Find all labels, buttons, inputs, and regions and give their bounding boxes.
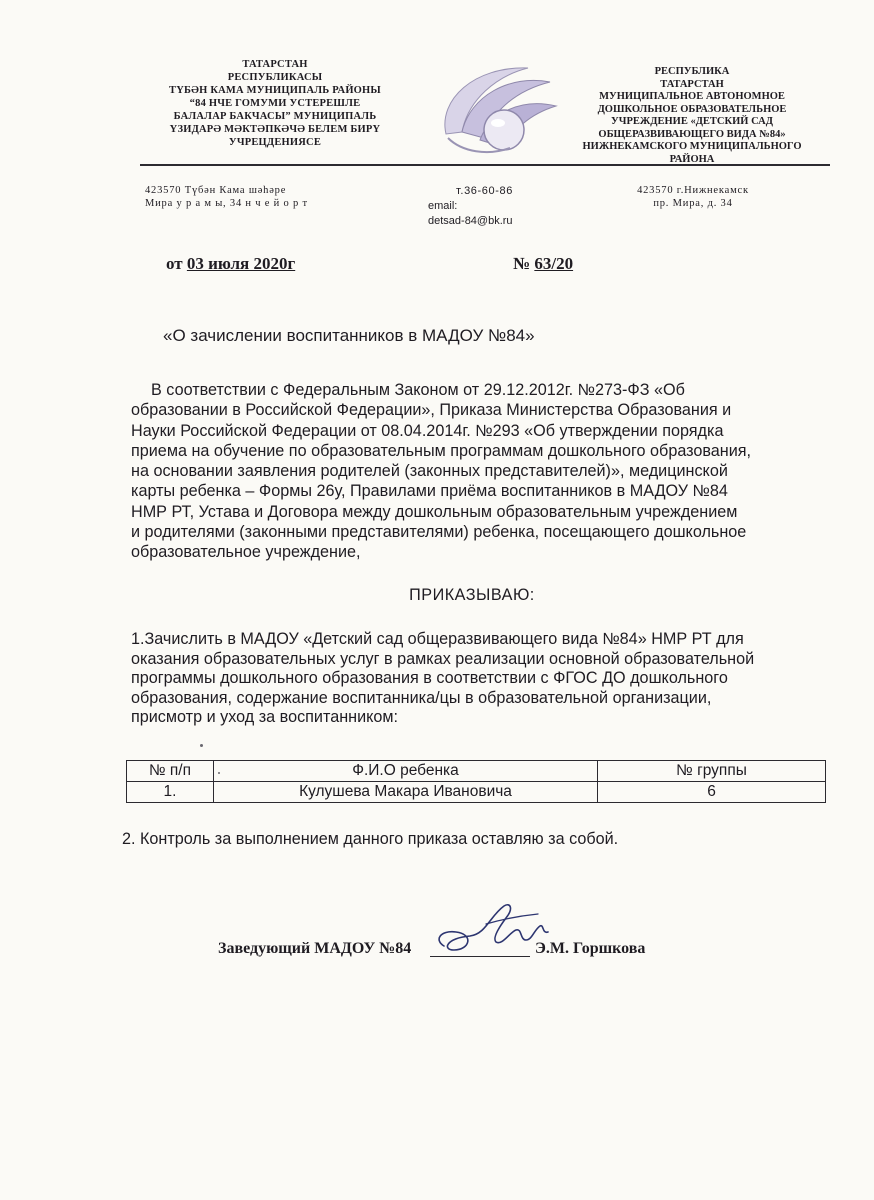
contacts (428, 184, 513, 229)
header-left-line: БАЛАЛАР БАКЧАСЫ” МУНИЦИПАЛЬ (173, 111, 377, 122)
email-label: email: (428, 200, 458, 212)
signatory-name: Э.М. Горшкова (535, 940, 646, 957)
order-date (166, 254, 295, 274)
header-left-line: УЧРЕЦДЕНИЯСЕ (228, 137, 322, 148)
order-date-value: 03 июля 2020г (186, 254, 296, 273)
preamble-line: и родителями (законными представителями) ребенка, посещающего дошкольное (131, 523, 747, 542)
preamble-line: В соответствии с Федеральным Законом от 29.12.2012г. №273-ФЗ «Об (151, 381, 685, 399)
header-left-line: ҮЗИДАРӘ МӘКТӘПКӘЧӘ БЕЛЕМ БИРҮ (169, 124, 381, 135)
address-right-line: 423570 г.Нижнекамск (637, 185, 749, 196)
email-address[interactable]: detsad-84@bk.ru (428, 215, 513, 227)
decree-heading: ПРИКАЗЫВАЮ: (409, 586, 535, 604)
header-left-line: “84 НЧЕ ГОМУМИ УСТЕРЕШЛЕ (189, 98, 361, 109)
preamble-line: НМР РТ, Устава и Договора между дошкольным образовательным учреждением (131, 502, 738, 521)
address-right-line: пр. Мира, д. 34 (653, 198, 733, 209)
order-item-2: 2. Контроль за выполнением данного приказа оставляю за собой. (122, 830, 619, 848)
header-right-line: ОБЩЕРАЗВИВАЮЩЕГО ВИДА №84» (598, 128, 786, 140)
address-left-line: 423570 Түбән Кама шәһәре (145, 185, 287, 196)
header-right-line: МУНИЦИПАЛЬНОЕ АВТОНОМНОЕ (599, 91, 785, 102)
table-header-row (127, 761, 826, 782)
pupils-table (126, 760, 826, 803)
header-right-line: УЧРЕЖДЕНИЕ «ДЕТСКИЙ САД (611, 116, 773, 127)
header-left-line: ТАТАРСТАН (242, 59, 308, 70)
order-number-prefix: № (513, 254, 535, 273)
cell-number: 1. (127, 782, 214, 803)
header-left-org-name (140, 58, 410, 149)
preamble-line: образовании в Российской Федерации», Приказа Министерства Образования и (131, 401, 732, 420)
item1-line: 1.Зачислить в МАДОУ «Детский сад общеразвивающего вида №84» НМР РТ для (131, 630, 744, 648)
item1-line: оказания образовательных услуг в рамках реализации основной образовательной (131, 649, 755, 668)
signatory-title: Заведующий МАДОУ №84 (218, 940, 412, 957)
col-group-header: № группы (598, 761, 826, 782)
item1-line: присмотр и уход за воспитанником: (131, 708, 399, 726)
preamble (131, 380, 821, 563)
address-right (608, 184, 778, 210)
header-right-line: НИЖНЕКАМСКОГО МУНИЦИПАЛЬНОГО (582, 141, 802, 152)
col-number-header: № п/п (127, 761, 214, 782)
header-right-line: ДОШКОЛЬНОЕ ОБРАЗОВАТЕЛЬНОЕ (597, 103, 787, 115)
order-title: «О зачислении воспитанников в МАДОУ №84» (163, 326, 535, 345)
order-date-prefix: от (166, 254, 187, 273)
preamble-line: образовательное учреждение, (131, 543, 361, 562)
header-right-line: ТАТАРСТАН (660, 78, 724, 90)
order-number-value: 63/20 (534, 254, 574, 273)
item1-line: образования, содержание воспитанника/цы в образовательной организации, (131, 688, 712, 707)
preamble-line: карты ребенка – Формы 26у, Правилами приёма воспитанников в МАДОУ №84 (131, 482, 728, 501)
header-left-line: ТҮБӘН КАМА МУНИЦИПАЛЬ РАЙОНЫ (169, 85, 381, 96)
scan-speck (218, 772, 220, 774)
order-item-1 (131, 630, 831, 728)
header-right-line: РЕСПУБЛИКА (654, 66, 730, 77)
header-right-line: РАЙОНА (669, 153, 715, 165)
cell-group: 6 (598, 782, 826, 803)
header-left-line: РЕСПУБЛИКАСЫ (227, 72, 323, 83)
cell-name: Кулушева Макара Ивановича (214, 782, 598, 803)
col-name-header: Ф.И.О ребенка (214, 761, 598, 782)
order-number (513, 254, 573, 274)
phone-number: т.36-60-86 (456, 185, 513, 197)
header-right-org-name (572, 66, 812, 166)
preamble-line: на основании заявления родителей (законных представителей)», медицинской (131, 462, 728, 481)
table-row (127, 782, 826, 803)
item1-line: программы дошкольного образования в соответствии с ФГОС ДО дошкольного (131, 669, 728, 687)
preamble-line: приема на обучение по образовательным программам дошкольного образования, (131, 441, 752, 460)
address-left (145, 184, 308, 210)
scan-speck (200, 744, 203, 747)
header-divider (140, 164, 830, 166)
kindergarten-logo-icon (418, 52, 568, 167)
address-left-line: Мира у р а м ы, 34 н ч е й о р т (145, 198, 308, 209)
preamble-line: Науки Российской Федерации от 08.04.2014г. №293 «Об утверждении порядка (131, 421, 724, 440)
